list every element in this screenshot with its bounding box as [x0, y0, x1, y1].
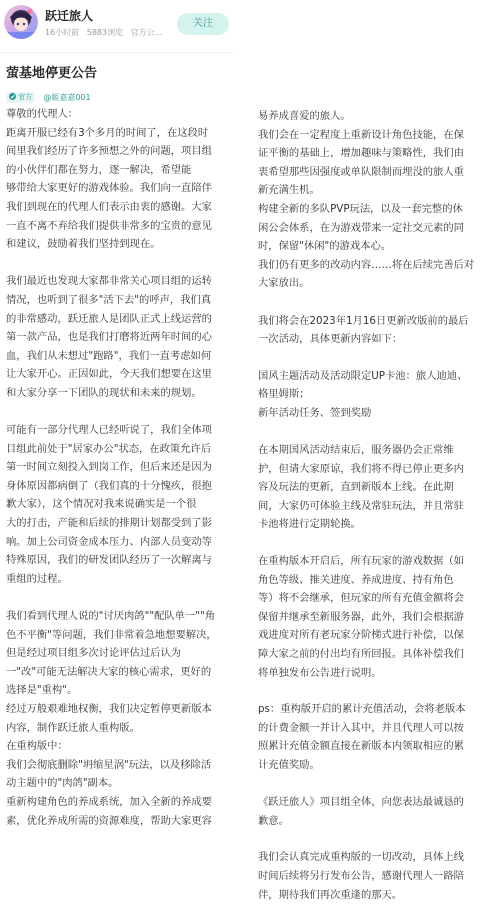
text-line: 目组此前处于"居家办公"状态，在政策允许后 [6, 442, 212, 455]
text-line: 内容，制作跃迁旅人重构版。 [6, 721, 140, 734]
paragraph [6, 421, 232, 588]
paragraph [6, 105, 232, 124]
text-line: 时间后续将另行发布公告，感谢代理人一路陪 [258, 869, 464, 882]
text-line: 动主题中的"肉鸽"副本。 [6, 777, 119, 790]
paragraph [258, 793, 486, 830]
text-line: 重新构建角色的养成系统，加入全新的养成要 [6, 795, 212, 808]
text-line: 和建议，鼓励着我们坚持到现在。 [6, 238, 161, 251]
text-line: 一"改"可能无法解决大家的核心需求，更好的 [6, 665, 212, 678]
paragraph [6, 124, 232, 254]
text-line: 歉意。 [258, 814, 289, 827]
view-count: 5883浏览 [86, 28, 124, 37]
text-line: 卡池将进行定期轮换。 [258, 518, 361, 531]
text-line: 一直不离不弃给我们提供非常多的宝贵的意见 [6, 219, 212, 232]
text-line: 响。加上公司资金成本压力、内部人员变动等 [6, 535, 212, 548]
author-handle[interactable]: @姬嘉嘉001 [43, 93, 91, 102]
text-line: 我们会彻底删除"坍缩星涡"玩法，以及移除活 [6, 758, 212, 771]
text-line: 色不平衡"等问题，我们非常着急地想要解决， [6, 628, 217, 641]
paragraph [258, 126, 486, 200]
text-line: 新充满生机。 [258, 184, 320, 197]
article-title: 萤基地停更公告 [6, 66, 98, 81]
paragraph [6, 737, 232, 756]
text-line: 我们会认真完成重构版的一切改动，具体上线 [258, 851, 464, 864]
text-line: 重组的过程。 [6, 572, 68, 585]
post-time: 16小时前 [45, 28, 80, 37]
paragraph [6, 607, 232, 700]
paragraph [258, 256, 486, 293]
text-line: 障大家之前的付出均有所回报。具体补偿我们 [258, 648, 464, 661]
official-badge-label: 官方 [18, 93, 33, 101]
text-line: 计充值奖励。 [258, 759, 320, 771]
text-line: 闲公会体系，在为游戏带来一定社交元素的同 [258, 221, 464, 234]
official-badge [6, 92, 35, 103]
text-line: 我们最近也发现大家都非常关心项目组的运转 [6, 275, 212, 288]
paragraph [6, 793, 232, 830]
text-line: 衷希望那些因强度或单队限制而埋没的旅人重 [258, 165, 464, 178]
text-line: 第一时间立刻投入到岗工作，但后来还是因为 [6, 461, 212, 474]
text-line: 将单独发布公告进行说明。 [258, 666, 382, 679]
text-line: 够带给大家更好的游戏体验。我们向一直陪伴 [6, 182, 212, 195]
text-line: 我们仍有更多的改动内容……将在后续完善后对 [258, 258, 475, 271]
text-line: 容及玩法的更新，直到新版本上线。在此期 [258, 481, 454, 494]
text-line: 构建全新的多队PVP玩法，以及一套完整的休 [258, 202, 463, 215]
verified-icon [9, 93, 16, 100]
paragraph [258, 200, 486, 256]
text-line: 特殊原因，我们的研发团队经历了一次解离与 [6, 554, 212, 567]
paragraph [258, 404, 486, 423]
text-line: 大的打击，产能和后续的排期计划都受到了影 [6, 517, 212, 530]
text-line: 新年活动任务、签到奖励 [258, 406, 372, 419]
text-line: 让大家开心。正因如此，今天我们想要在这里 [6, 368, 212, 381]
text-line: 《跃迁旅人》项目组全体，向您表达最诚恳的 [258, 796, 464, 809]
text-line: 格里姆斯； [258, 388, 310, 401]
follow-button[interactable]: 关注 [177, 13, 229, 35]
text-line: 照累计充值金额直接在新版本内领取相应的累 [258, 740, 464, 753]
text-line: 经过万般艰难地权衡，我们决定暂停更新版本 [6, 703, 212, 715]
paragraph [6, 272, 232, 402]
text-line: 我们会在一定程度上重新设计角色技能，在保 [258, 128, 464, 141]
text-line: 我们将会在2023年1月16日更新改版前的最后 [258, 314, 469, 327]
text-line: 证平衡的基础上，增加趣味与策略性，我们由 [258, 147, 464, 160]
text-line: 间里我们经历了许多预想之外的问题，项目组 [6, 145, 212, 158]
text-line: 的计费金额一并计入其中，并且代理人可以按 [258, 721, 464, 734]
text-line: 选择是"重构"。 [6, 684, 78, 697]
text-line: 一次活动，具体更新内容如下： [258, 333, 403, 346]
text-line: 间，大家仍可体验主线及常驻玩法，并且常驻 [258, 499, 464, 512]
text-line: 距离开服已经有3个多月的时间了，在这段时 [6, 126, 209, 139]
paragraph [6, 756, 232, 793]
text-line: 但是经过项目组多次讨论评估过后认为 [6, 647, 182, 660]
paragraph [258, 552, 486, 682]
text-line: 的小伙伴们都在努力，逐一解决，希望能 [6, 163, 192, 176]
text-line: 国风主题活动及活动限定UP卡池：旅人迪迪、 [258, 369, 468, 382]
paragraph [258, 848, 486, 904]
text-line: 戏进度对所有老玩家分阶梯式进行补偿，以保 [258, 629, 464, 642]
paragraph [6, 700, 232, 737]
text-line: 歉大家），这个情况对我来说确实是一个很 [6, 498, 197, 511]
paragraph [258, 700, 486, 774]
paragraph [258, 367, 486, 404]
text-line: 等）将不会继承，但玩家的所有充值金额将会 [258, 592, 464, 605]
text-line: 尊敬的代理人： [6, 108, 79, 120]
text-line: 时，保留"休闲"的游戏本心。 [258, 240, 392, 253]
text-line: 可能有一部分代理人已经听说了，我们全体项 [6, 424, 212, 437]
text-line: ps：重构版开启的累计充值活动，会将老版本 [258, 703, 466, 716]
post-meta [45, 27, 167, 38]
paragraph [258, 441, 486, 534]
text-line: 身体原因都病倒了（我们真的十分愧疚，很抱 [6, 479, 212, 492]
text-line: 和大家分享一下团队的现状和未来的规划。 [6, 386, 202, 399]
post-header [0, 0, 233, 52]
text-line: 我们到现在的代理人们表示由衷的感谢。大家 [6, 200, 212, 213]
article-byline [6, 87, 91, 102]
text-line: 大家放出。 [258, 277, 310, 290]
paragraph [258, 107, 486, 126]
app-name[interactable]: 跃迁旅人 [45, 9, 94, 23]
text-line: 伴，期待我们再次重逢的那天。 [258, 888, 403, 901]
text-line: 易养成喜爱的旅人。 [258, 110, 351, 122]
article-body-right [258, 107, 486, 904]
text-line: 保留并继承至新服务器，此外，我们会根据游 [258, 610, 464, 623]
paragraph [258, 312, 486, 349]
text-line: 情况，也听到了很多"活下去"的呼声，我们真 [6, 293, 212, 306]
post-source: 官方公... [130, 28, 163, 37]
text-line: 素，优化养成所需的资源难度，帮助大家更容 [6, 814, 212, 827]
text-line: 我们看到代理人说的"讨厌肉鸽""配队单一""角 [6, 610, 216, 623]
game-avatar-icon[interactable] [4, 5, 38, 39]
text-line: 护，但请大家原谅，我们将不得已停止更多内 [258, 462, 464, 475]
text-line: 第一款产品，也是我们打磨将近两年时间的心 [6, 331, 212, 344]
header-divider [0, 52, 233, 53]
article-body-left [6, 105, 232, 830]
text-line: 角色等级、推关进度、养成进度、持有角色 [258, 573, 454, 586]
text-line: 在本期国风活动结束后，服务器仍会正常维 [258, 444, 454, 457]
text-line: 血，我们从未想过"跑路"，我们一直考虑如何 [6, 349, 212, 362]
text-line: 在重构版中： [6, 740, 68, 753]
text-line: 的非常感动，跃迁旅人是团队正式上线运营的 [6, 312, 212, 325]
text-line: 在重构版本开启后，所有玩家的游戏数据（如 [258, 555, 464, 568]
